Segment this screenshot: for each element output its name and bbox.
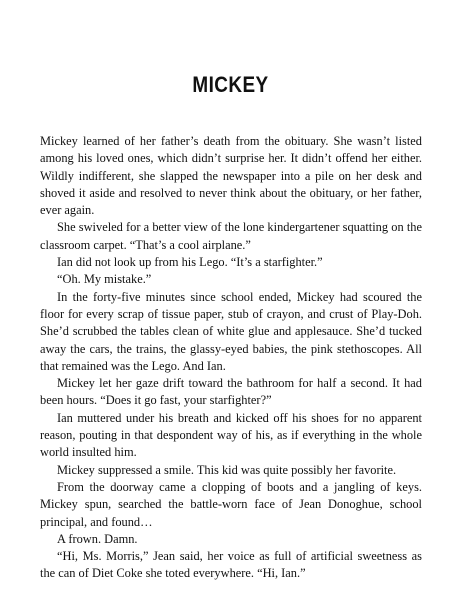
paragraph: “Hi, Ms. Morris,” Jean said, her voice as full of artificial sweetness as the can of Diet Coke she toted everywhere. “Hi, Ian.” — [40, 549, 422, 581]
paragraph: She swiveled for a better view of the lone kindergartener squatting on the classroom carpet. “That’s a cool airplane.” — [40, 220, 422, 252]
paragraph: From the doorway came a clopping of boots and a jangling of keys. Mickey spun, searched the battle-worn face of Jean Donoghue, school principal, and found… — [40, 479, 422, 529]
paragraph: Ian did not look up from his Lego. “It’s a starfighter.” — [57, 255, 323, 270]
paragraph: Ian muttered under his breath and kicked off his shoes for no apparent reason, pouting in that despondent way of his, as if everything in the whole world insulted him. — [40, 410, 422, 460]
paragraph: A frown. Damn. — [57, 531, 138, 546]
paragraph: “Oh. My mistake.” — [57, 272, 152, 287]
chapter-body — [40, 133, 422, 583]
chapter-title: MICKEY — [192, 72, 269, 97]
paragraph: Mickey let her gaze drift toward the bathroom for half a second. It had been hours. “Does it go fast, your starfighter?” — [40, 376, 422, 408]
paragraph: Mickey learned of her father’s death from the obituary. She wasn’t listed among his loved ones, which didn’t surprise her. It didn’t offend her either. Wildly indifferent, she slapped the newspaper into a pile on her desk and shoved it aside and resolved to never think about the obituary, or her father, ever again. — [40, 134, 422, 218]
paragraph: Mickey suppressed a smile. This kid was quite possibly her favorite. — [57, 462, 397, 477]
paragraph: In the forty-five minutes since school ended, Mickey had scoured the floor for every scrap of tissue paper, stub of crayon, and crust of Play-Doh. She’d scrubbed the tables clean of white glue and applesauce. She’d tucked away the cars, the trains, the glassy-eyed babies, the pink stethoscopes. All that remained was the Lego. And Ian. — [40, 289, 422, 373]
